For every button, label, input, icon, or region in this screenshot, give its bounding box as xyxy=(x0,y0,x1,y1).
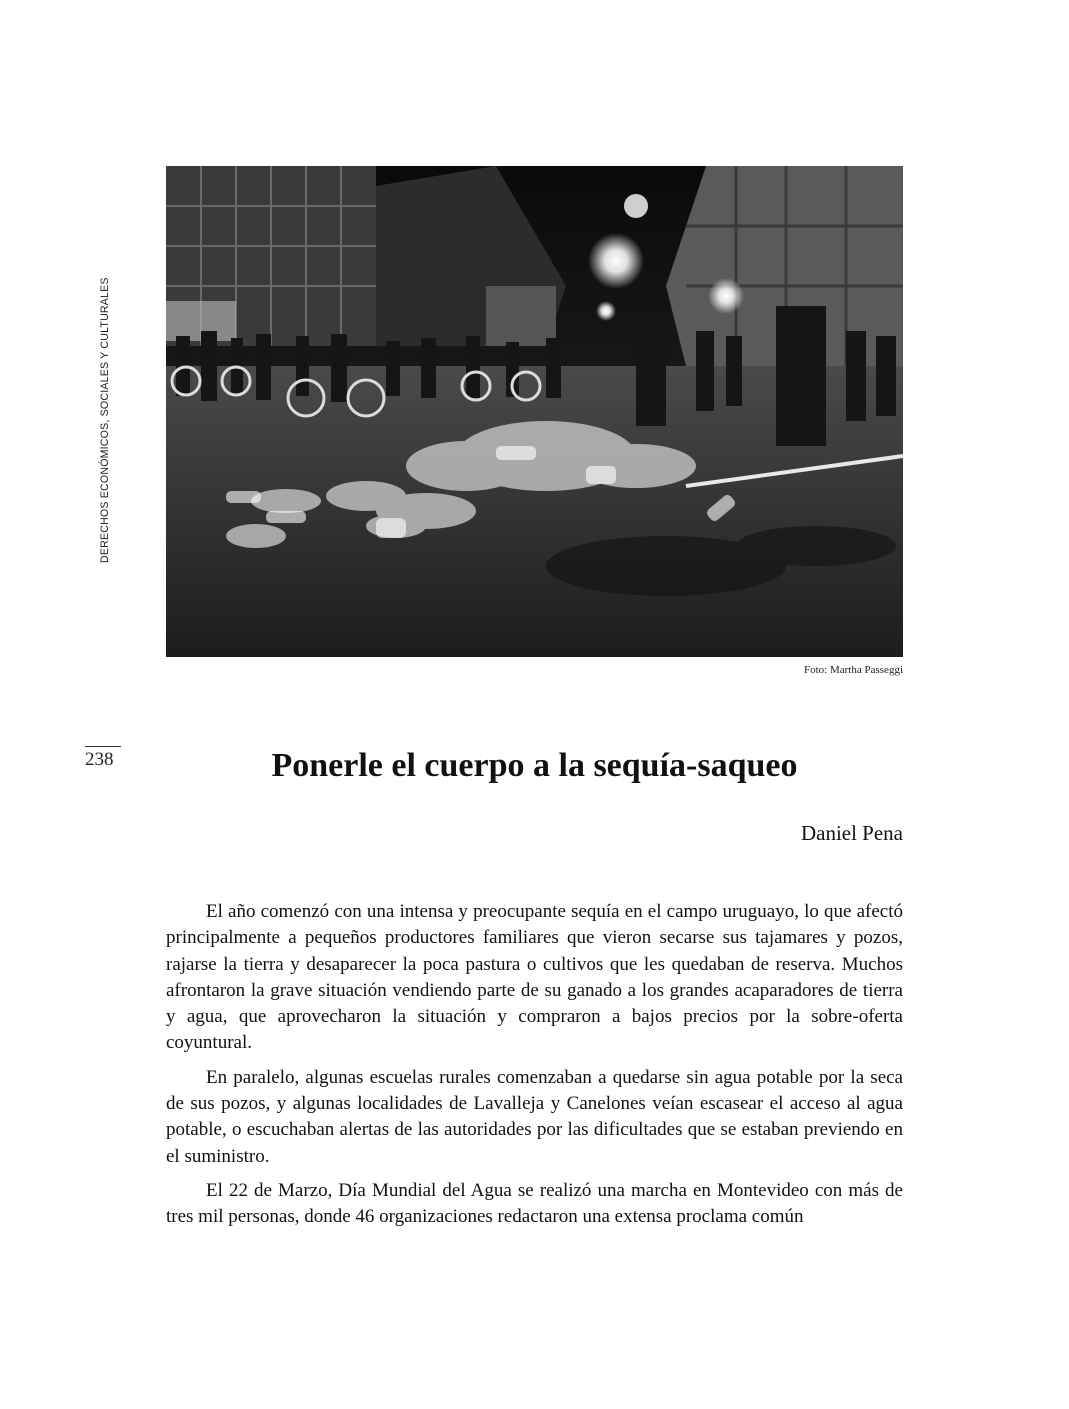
page-number: 238 xyxy=(85,749,114,770)
body-paragraph: El 22 de Marzo, Día Mundial del Agua se realizó una marcha en Montevideo con más de tres mil personas, donde 46 organizaciones redactaron una extensa proclama común xyxy=(166,1179,903,1228)
photo-illustration xyxy=(166,166,903,657)
article-author: Daniel Pena xyxy=(800,821,903,845)
article-title: Ponerle el cuerpo a la sequía-saqueo xyxy=(271,747,798,784)
body-paragraph: El año comenzó con una intensa y preocupante sequía en el campo uruguayo, lo que afectó principalmente a pequeños productores familiares que vieron secarse sus tajamares y pozos, rajarse la tierra y desaparecer la poca pastura o cultivos que les quedaban de reserva. Muchos afrontaron la grave situación vendiendo parte de su ganado a los grandes acaparadores de tierra y agua, que aprovecharon la situación y compraron a bajos precios por la sobre-oferta coyuntural. xyxy=(166,901,903,1054)
body-paragraph: En paralelo, algunas escuelas rurales comenzaban a quedarse sin agua potable por la seca de sus pozos, y algunas localidades de Lavalleja y Canelones veían escasear el acceso al agua potable, o escuchaban alertas de las autoridades por las dificultades que se estaban previendo en el suministro. xyxy=(166,1066,903,1167)
running-header: DERECHOS ECONÓMICOS, SOCIALES Y CULTURALES xyxy=(99,277,111,563)
photo-caption: Foto: Martha Passeggi xyxy=(804,664,903,676)
article-body xyxy=(166,899,903,1239)
street-protest-photo xyxy=(166,166,903,657)
page-number-rule xyxy=(85,746,121,747)
